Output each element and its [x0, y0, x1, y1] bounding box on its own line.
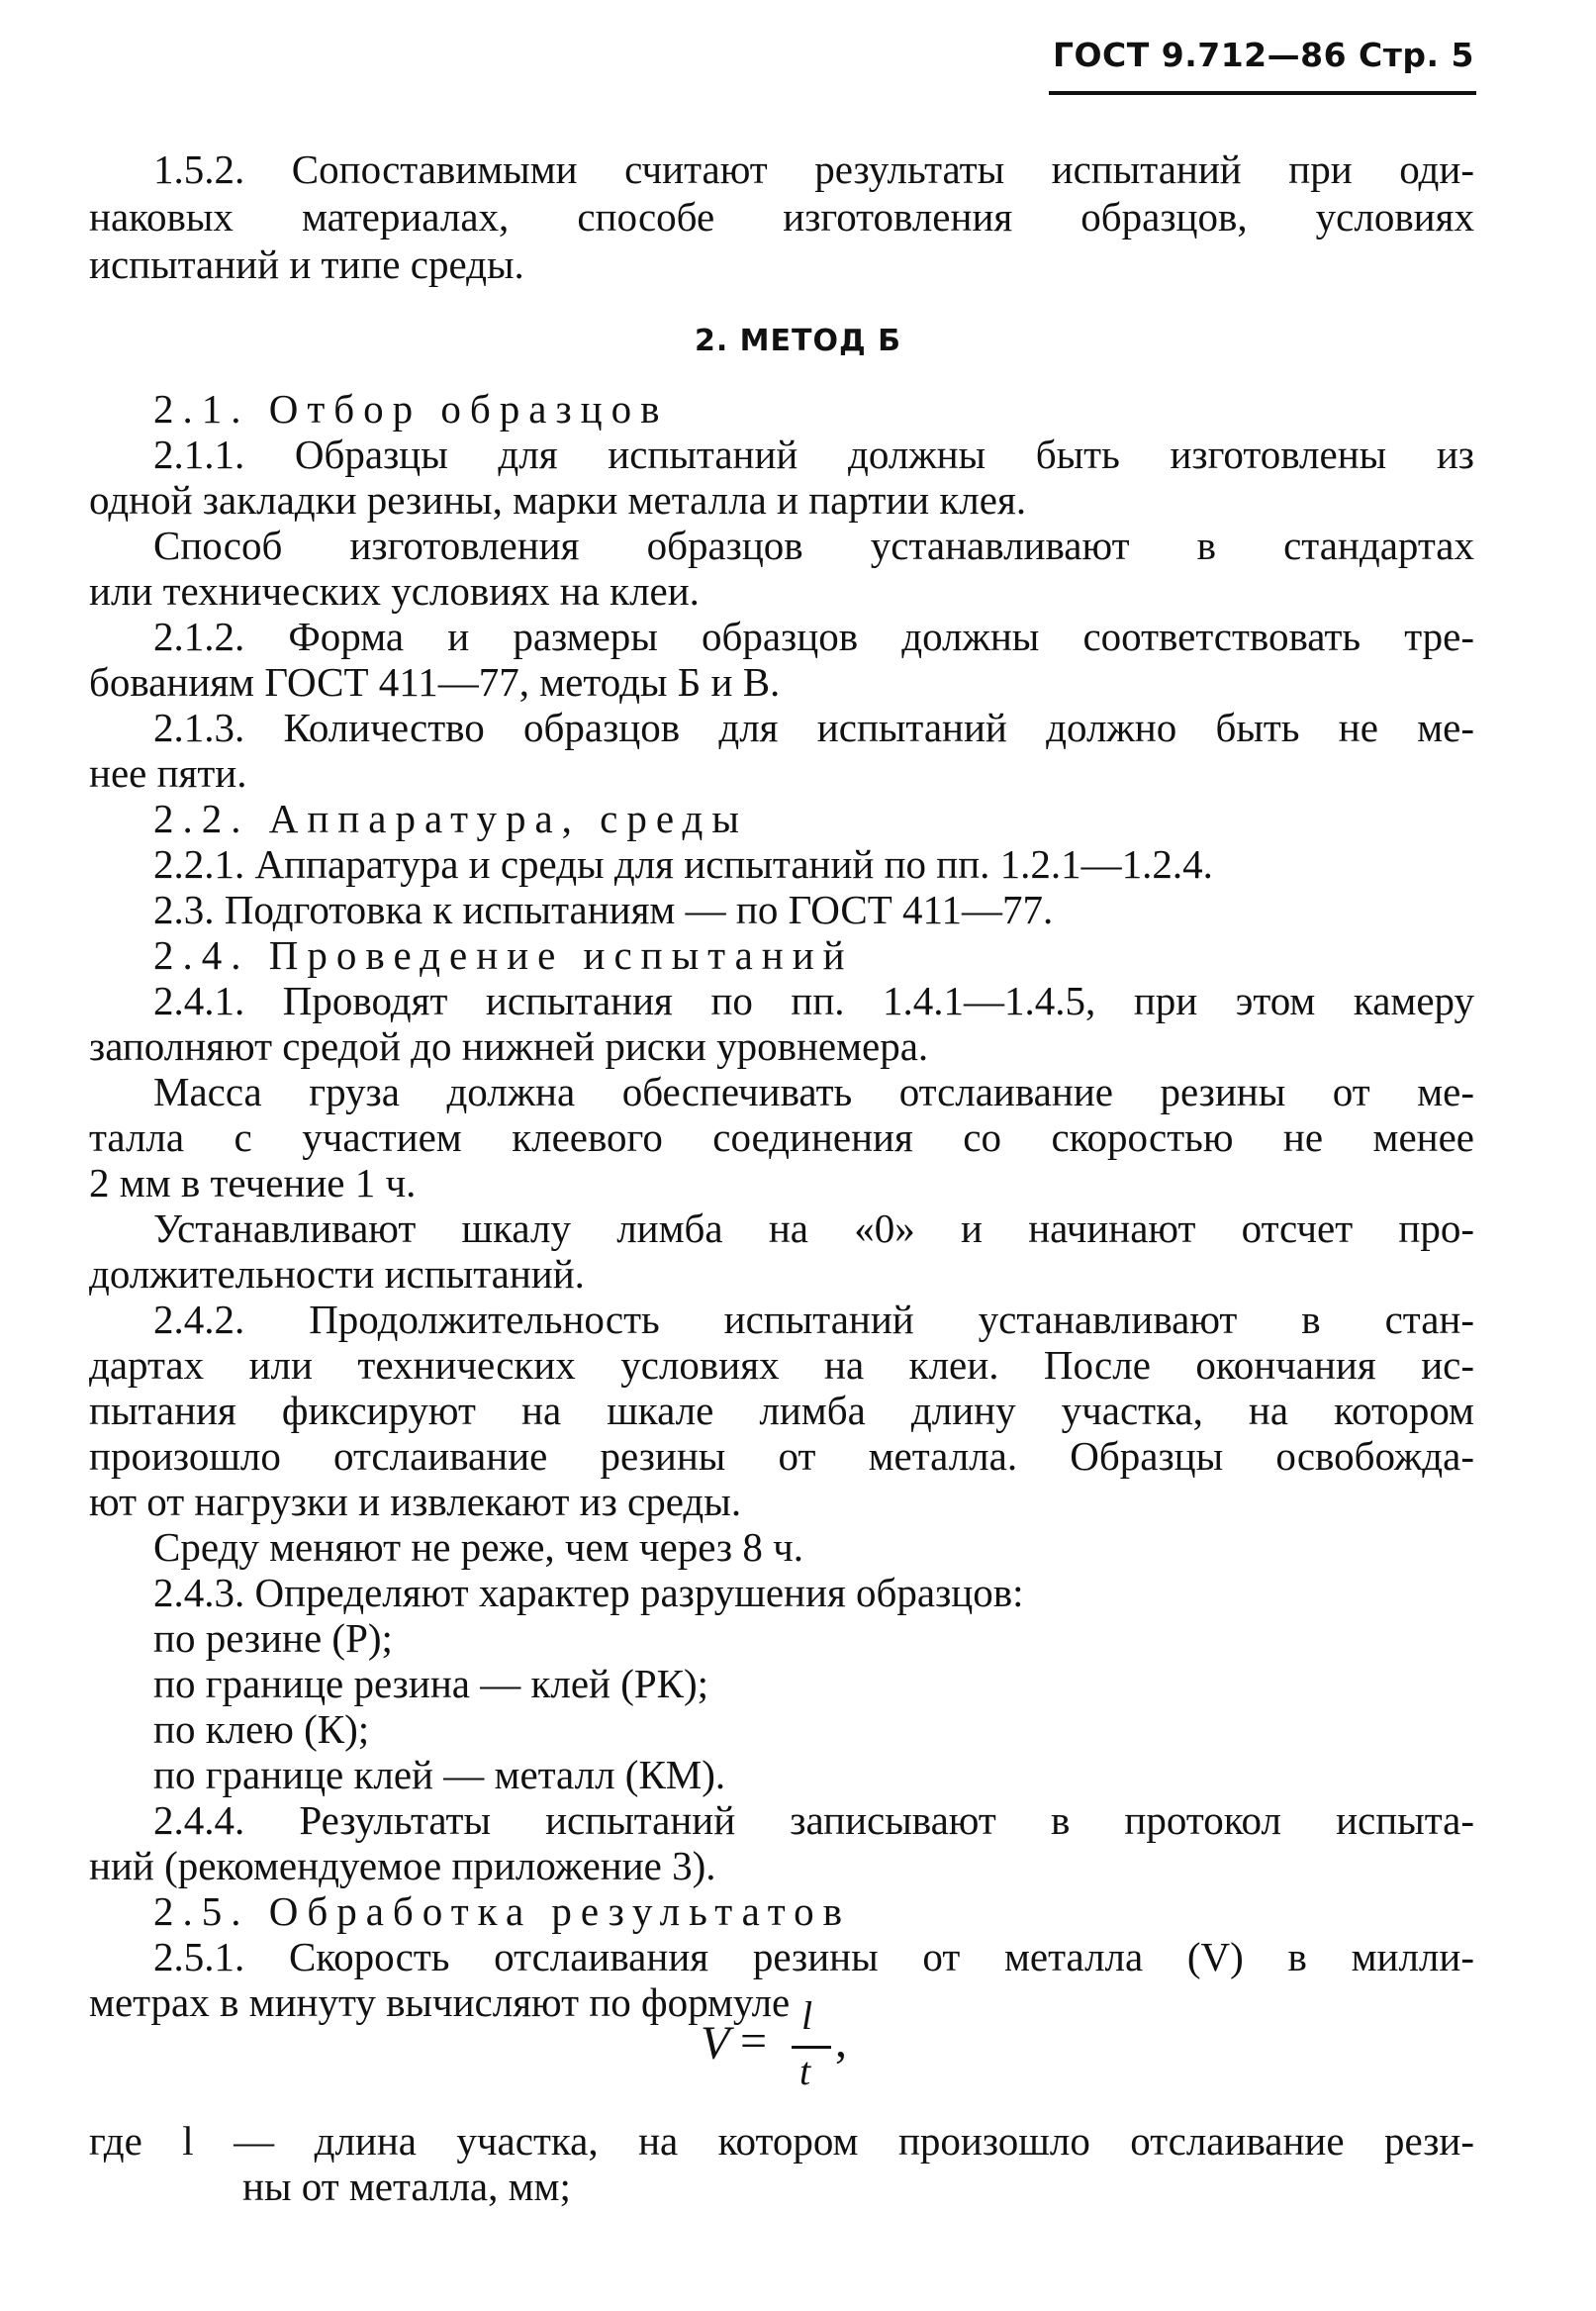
paragraph-line: дартах или технических условиях на клеи. После окончания ис- [89, 1342, 1474, 1388]
paragraph-line: ют от нагрузки и извлекают из среды. [89, 1479, 742, 1524]
paragraph-line: 2.2.1. Аппаратура и среды для испытаний по пп. 1.2.1—1.2.4. [153, 841, 1213, 887]
paragraph-line: 2.4.4. Результаты испытаний записывают в протокол испыта- [153, 1797, 1474, 1843]
paragraph-line: талла с участием клеевого соединения со скоростью не менее [89, 1114, 1474, 1160]
paragraph-line: одной закладки резины, марки металла и партии клея. [89, 477, 1027, 523]
formula-equals: = [740, 2015, 768, 2068]
page-header: ГОСТ 9.712—86 Стр. 5 [1052, 36, 1474, 74]
list-item: по резине (Р); [153, 1615, 393, 1661]
subsection-heading: 2.5. Обработка результатов [153, 1888, 852, 1934]
paragraph-line: 2.1.1. Образцы для испытаний должны быть изготовлены из [153, 432, 1474, 477]
paragraph-line: 2.5.1. Скорость отслаивания резины от металла (V) в милли- [153, 1934, 1474, 1979]
paragraph-line: нее пяти. [89, 750, 247, 796]
paragraph-line: Устанавливают шкалу лимба на «0» и начинают отсчет про- [153, 1205, 1474, 1251]
paragraph-line: Способ изготовления образцов устанавливают в стандартах [153, 523, 1474, 568]
list-item: по границе резина — клей (РК); [153, 1661, 709, 1706]
paragraph-line: испытаний и типе среды. [89, 241, 524, 287]
paragraph-line: наковых материалах, способе изготовления образцов, условиях [89, 194, 1474, 240]
paragraph-line: пытания фиксируют на шкале лимба длину участка, на котором [89, 1388, 1474, 1433]
paragraph-line: или технических условиях на клеи. [89, 568, 700, 614]
paragraph-line: 2.4.2. Продолжительность испытаний устанавливают в стан- [153, 1297, 1474, 1342]
where-clause-line: ны от металла, мм; [242, 2164, 571, 2209]
formula-lhs: V [701, 2017, 730, 2070]
section-title: 2. МЕТОД Б [694, 324, 902, 358]
paragraph-line: 1.5.2. Сопоставимыми считают результаты испытаний при оди- [153, 146, 1474, 192]
paragraph-line: 2.4.3. Определяют характер разрушения образцов: [153, 1570, 1024, 1615]
velocity-formula [701, 1994, 898, 2093]
paragraph-line: произошло отслаивание резины от металла. Образцы освобожда- [89, 1433, 1474, 1479]
paragraph-line: метрах в минуту вычисляют по формуле [89, 1979, 791, 2025]
list-item: по клею (К); [153, 1706, 370, 1752]
paragraph-line: 2.3. Подготовка к испытаниям — по ГОСТ 411—77. [153, 887, 1054, 932]
list-item: по границе клей — металл (КМ). [153, 1752, 726, 1797]
paragraph-line: ний (рекомендуемое приложение 3). [89, 1843, 716, 1888]
formula-comma: , [835, 2015, 847, 2068]
subsection-heading: 2.2. Аппаратура, среды [153, 796, 748, 841]
paragraph-line: 2.1.3. Количество образцов для испытаний должно быть не ме- [153, 705, 1474, 750]
subsection-heading: 2.1. Отбор образцов [153, 386, 669, 432]
paragraph-line: 2.1.2. Форма и размеры образцов должны соответствовать тре- [153, 614, 1474, 659]
paragraph-line: 2.4.1. Проводят испытания по пп. 1.4.1—1.4.5, при этом камеру [153, 978, 1474, 1023]
paragraph-line: 2 мм в течение 1 ч. [89, 1160, 417, 1205]
formula-denominator: t [799, 2049, 811, 2093]
paragraph-line: заполняют средой до нижней риски уровнемера. [89, 1023, 929, 1069]
paragraph-line: Масса груза должна обеспечивать отслаивание резины от ме- [153, 1069, 1474, 1114]
paragraph-line: должительности испытаний. [89, 1251, 585, 1297]
header-rule [1049, 91, 1476, 95]
where-clause-line: где l — длина участка, на котором произошло отслаивание рези- [89, 2118, 1474, 2164]
formula-numerator: l [801, 1993, 813, 2038]
formula-fraction-bar [792, 2046, 831, 2049]
subsection-heading: 2.4. Проведение испытаний [153, 932, 854, 978]
paragraph-line: бованиям ГОСТ 411—77, методы Б и В. [89, 659, 781, 705]
paragraph-line: Среду меняют не реже, чем через 8 ч. [153, 1524, 803, 1570]
